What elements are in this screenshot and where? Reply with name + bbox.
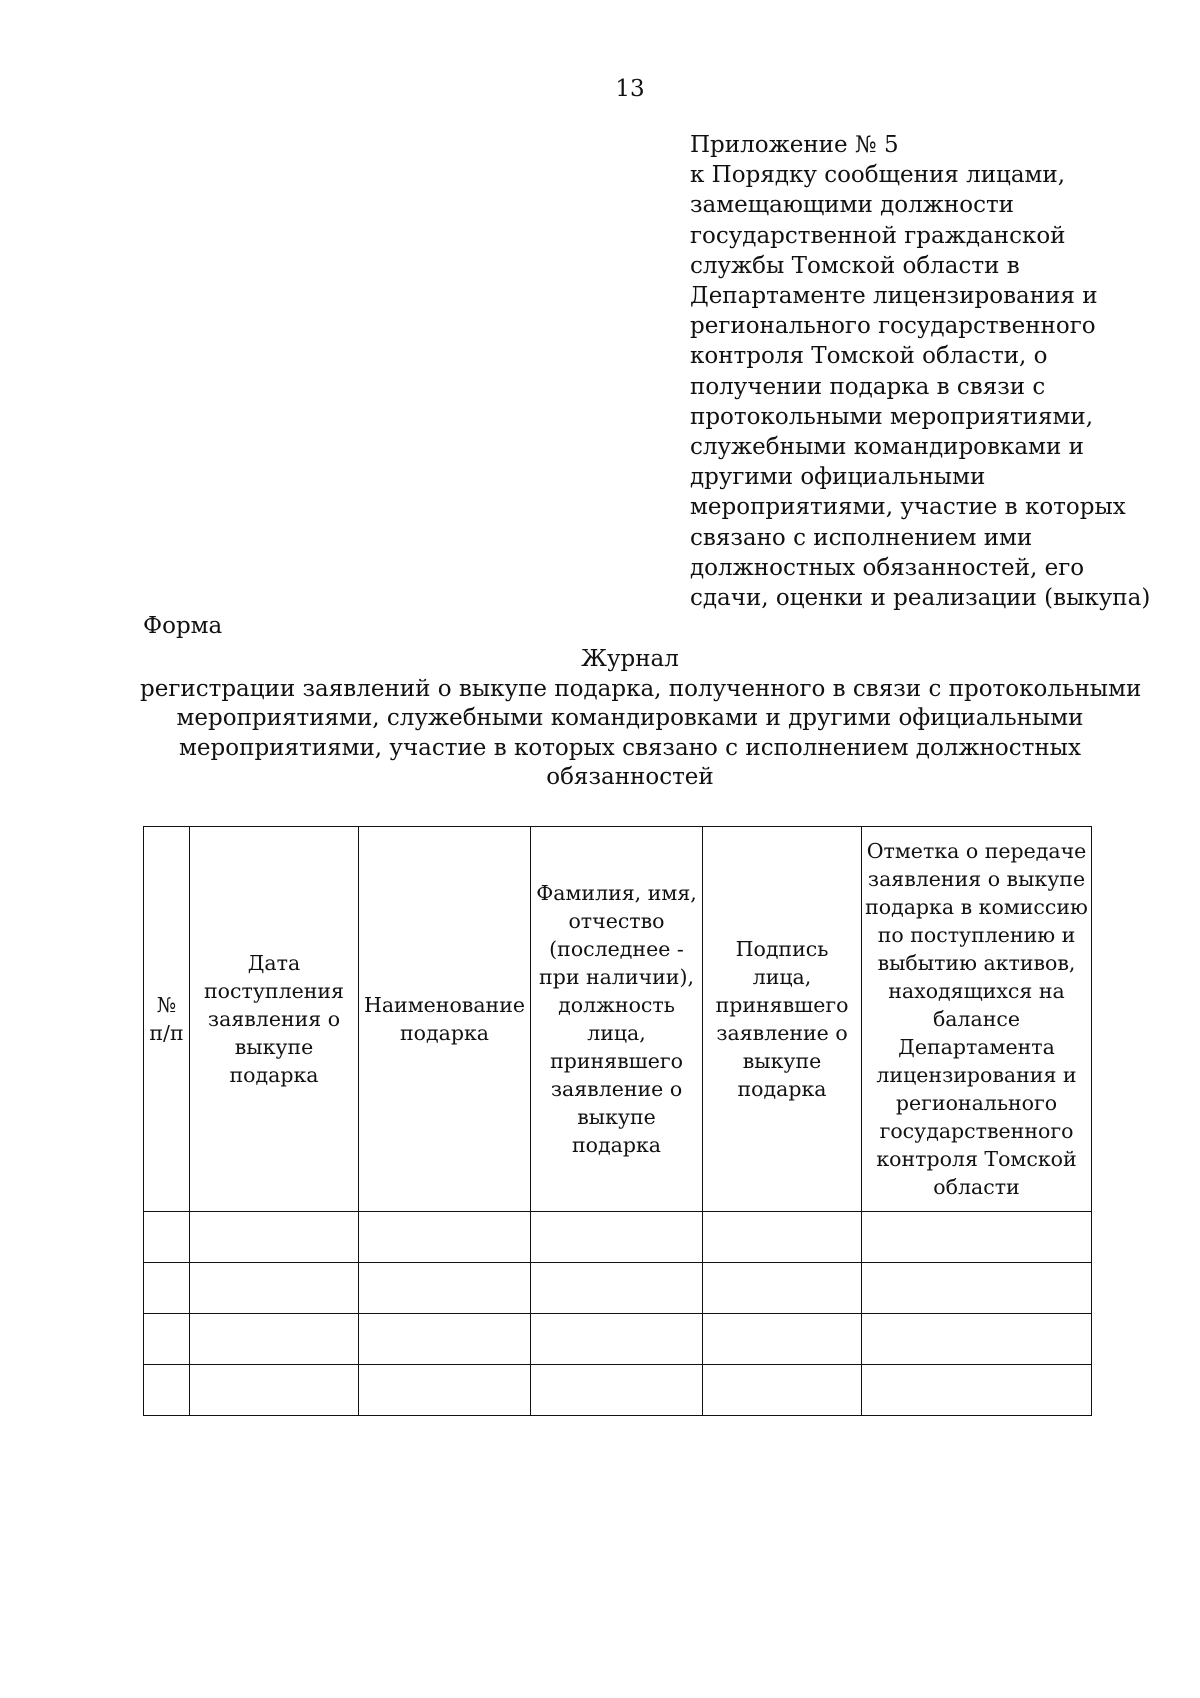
header-line: заявление о xyxy=(716,1021,848,1045)
appendix-line: другими официальными xyxy=(690,464,986,491)
page-number: 13 xyxy=(615,76,645,102)
table-row xyxy=(144,1212,1092,1263)
table-cell xyxy=(703,1365,862,1416)
header-line: регионального xyxy=(895,1091,1058,1115)
header-date xyxy=(190,827,359,1212)
journal-title-line: мероприятиями, участие в которых связано с исполнением должностных xyxy=(179,734,1081,761)
header-line: лица, xyxy=(587,1021,646,1045)
table-cell xyxy=(190,1212,359,1263)
header-receiver-name xyxy=(531,827,703,1212)
header-line: принявшего xyxy=(550,1049,683,1073)
table-row xyxy=(144,1314,1092,1365)
appendix-line: сдачи, оценки и реализации (выкупа) xyxy=(690,585,1151,612)
header-line: находящихся на xyxy=(888,979,1065,1003)
table-cell xyxy=(862,1263,1092,1314)
header-line: принявшего xyxy=(715,993,849,1017)
appendix-line: к Порядку сообщения лицами, xyxy=(690,162,1066,189)
header-line: заявления о xyxy=(207,1007,341,1031)
table-cell xyxy=(531,1365,703,1416)
table-cell xyxy=(144,1212,190,1263)
journal-table xyxy=(143,826,1092,1416)
appendix-line: Приложение № 5 xyxy=(690,132,899,158)
header-line: заявления о выкупе xyxy=(867,867,1086,891)
table-cell xyxy=(703,1314,862,1365)
header-line: № xyxy=(156,993,177,1017)
header-line: балансе xyxy=(932,1007,1021,1031)
header-line: контроля Томской xyxy=(876,1147,1077,1171)
header-line: отчество xyxy=(568,909,665,933)
appendix-line: Департаменте лицензирования и xyxy=(690,283,1098,310)
appendix-line: службы Томской области в xyxy=(690,252,1020,279)
table-cell xyxy=(144,1365,190,1416)
appendix-line: мероприятиями, участие в которых xyxy=(690,494,1126,521)
header-line: подарка xyxy=(399,1021,489,1045)
appendix-line: контроля Томской области, о xyxy=(690,343,1048,370)
header-line: Департамента xyxy=(898,1035,1055,1059)
table-cell xyxy=(531,1212,703,1263)
journal-title-line: Журнал xyxy=(581,646,679,672)
header-line: при наличии), xyxy=(539,965,694,989)
header-signature xyxy=(703,827,862,1212)
header-line: (последнее - xyxy=(549,937,684,961)
table-cell xyxy=(144,1314,190,1365)
appendix-line: получении подарка в связи с xyxy=(690,373,1046,400)
table-cell xyxy=(862,1314,1092,1365)
header-transfer-mark xyxy=(862,827,1092,1212)
table-cell xyxy=(144,1263,190,1314)
table-cell xyxy=(531,1314,703,1365)
table-cell xyxy=(862,1365,1092,1416)
table-cell xyxy=(703,1212,862,1263)
header-line: Подпись xyxy=(735,937,829,961)
header-line: выкупе xyxy=(577,1105,656,1129)
table-cell xyxy=(190,1365,359,1416)
header-line: должность xyxy=(558,993,675,1017)
header-line: Наименование xyxy=(363,993,526,1017)
header-line: государственного xyxy=(879,1119,1074,1143)
table-cell xyxy=(190,1263,359,1314)
table-cell xyxy=(531,1263,703,1314)
table-row xyxy=(144,1263,1092,1314)
table-cell xyxy=(359,1365,531,1416)
header-line: лицензирования и xyxy=(876,1063,1077,1087)
header-line: выбытию активов, xyxy=(877,951,1076,975)
header-line: подарка xyxy=(229,1063,319,1087)
header-line: выкупе xyxy=(742,1049,822,1073)
appendix-heading xyxy=(690,130,1151,613)
journal-title-line: регистрации заявлений о выкупе подарка, полученного в связи с протокольными xyxy=(140,675,1142,702)
table-cell xyxy=(359,1263,531,1314)
appendix-line: должностных обязанностей, его xyxy=(690,554,1085,581)
appendix-line: регионального государственного xyxy=(690,313,1096,340)
journal-title xyxy=(140,645,1142,793)
header-line: поступления xyxy=(204,979,344,1003)
appendix-line: протокольными мероприятиями, xyxy=(690,403,1094,430)
journal-title-line: мероприятиями, служебными командировками и другими официальными xyxy=(176,705,1084,731)
appendix-line: замещающими должности xyxy=(690,192,1015,219)
header-line: по поступлению и xyxy=(877,923,1076,947)
header-line: подарка xyxy=(737,1077,827,1101)
header-line: выкупе xyxy=(234,1035,314,1059)
appendix-line: государственной гражданской xyxy=(690,222,1066,249)
appendix-line: служебными командировками и xyxy=(690,434,1084,461)
journal-title-line: обязанностей xyxy=(546,764,714,790)
table-cell xyxy=(862,1212,1092,1263)
header-number xyxy=(144,827,190,1212)
header-line: Дата xyxy=(247,951,301,975)
table-row xyxy=(144,1365,1092,1416)
header-line: подарка в комиссию xyxy=(865,895,1088,919)
header-line: лица, xyxy=(752,965,812,989)
table-cell xyxy=(190,1314,359,1365)
header-gift-name xyxy=(359,827,531,1212)
header-line: Отметка о передаче xyxy=(866,839,1087,863)
appendix-line: связано с исполнением ими xyxy=(690,524,1033,551)
table-cell xyxy=(359,1314,531,1365)
header-line: области xyxy=(933,1175,1020,1199)
header-line: п/п xyxy=(149,1021,184,1045)
header-line: подарка xyxy=(571,1133,661,1157)
table-cell xyxy=(359,1212,531,1263)
table-header-row xyxy=(144,827,1092,1212)
header-line: Фамилия, имя, xyxy=(536,881,697,905)
header-line: заявление о xyxy=(550,1077,683,1101)
table-cell xyxy=(703,1263,862,1314)
form-label: Форма xyxy=(143,613,223,639)
